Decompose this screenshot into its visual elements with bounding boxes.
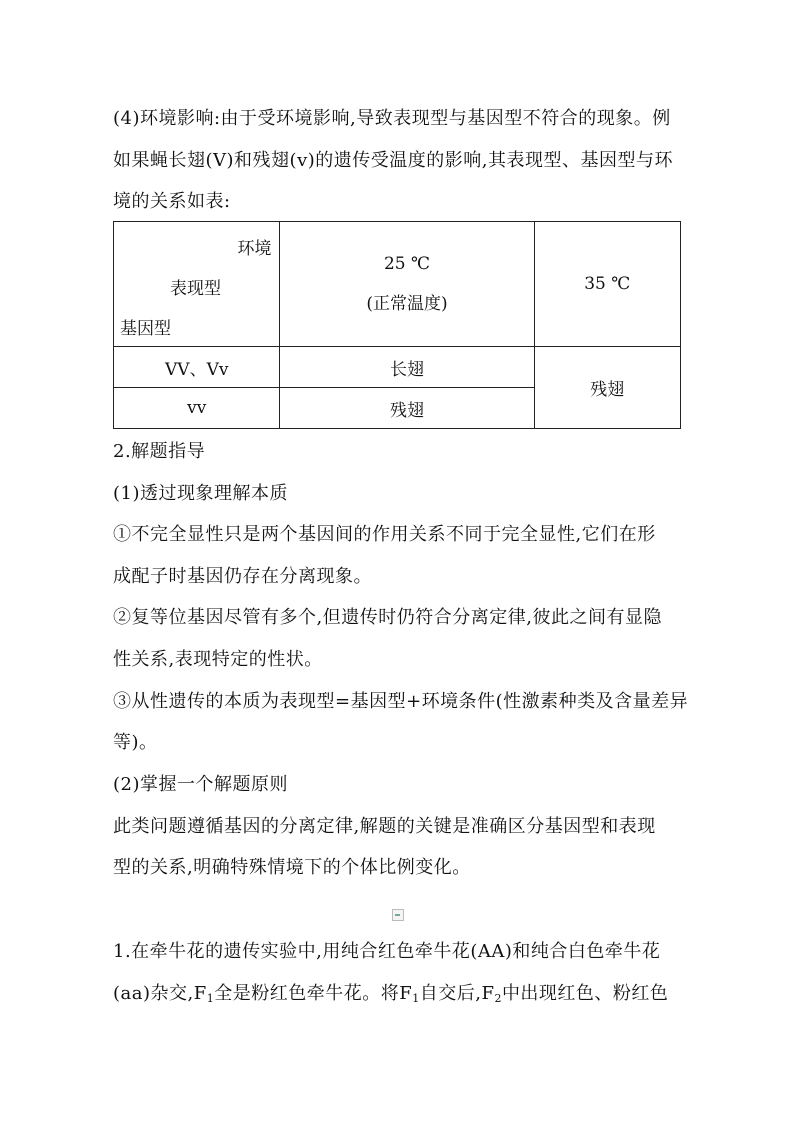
intro-line-1: (4)环境影响:由于受环境影响,导致表现型与基因型不符合的现象。例 xyxy=(113,108,671,129)
question-line-1: 1.在牵牛花的遗传实验中,用纯合红色牵牛花(AA)和纯合白色牵牛花 xyxy=(113,941,661,962)
header-genotype: 基因型 xyxy=(120,319,171,339)
guide-p1-line2: 成配子时基因仍存在分离现象。 xyxy=(113,566,372,587)
guide-p4-line2: 型的关系,明确特殊情境下的个体比例变化。 xyxy=(113,857,471,878)
q2-text-c: 自交后,F xyxy=(419,983,495,1004)
intro-line-2: 如果蝇长翅(V)和残翅(v)的遗传受温度的影响,其表现型、基因型与环 xyxy=(113,150,673,171)
guide-p2-line2: 性关系,表现特定的性状。 xyxy=(113,649,323,670)
q2-text-a: (aa)杂交,F xyxy=(113,983,207,1004)
temperature-genotype-table xyxy=(113,221,681,429)
row2-genotype: vv xyxy=(114,388,280,429)
q2-text-b: 全是粉红色牵牛花。将F xyxy=(214,983,413,1004)
guide-sub1: (1)透过现象理解本质 xyxy=(113,483,288,504)
at35-merged-cell: 残翅 xyxy=(534,347,681,429)
guide-heading: 2.解题指导 xyxy=(113,441,206,462)
q2-sub-2: 1 xyxy=(412,992,420,1005)
header-25c xyxy=(280,222,534,347)
row1-genotype: VV、Vv xyxy=(114,347,280,388)
guide-p4-line1: 此类问题遵循基因的分离定律,解题的关键是准确区分基因型和表现 xyxy=(113,816,656,837)
header-35c: 35 ℃ xyxy=(534,222,681,347)
broken-image-icon xyxy=(392,909,404,921)
row2-at25: 残翅 xyxy=(280,388,534,429)
guide-p3-line2: 等)。 xyxy=(113,732,158,753)
header-25c-note: (正常温度) xyxy=(366,294,448,314)
q2-sub-1: 1 xyxy=(206,992,215,1005)
header-25c-temp: 25 ℃ xyxy=(383,254,431,274)
intro-line-3: 境的关系如表: xyxy=(113,191,231,212)
table-row xyxy=(114,347,681,388)
question-line-2 xyxy=(113,982,668,1011)
header-phenotype: 表现型 xyxy=(170,279,221,299)
table-header-diagonal-cell xyxy=(114,222,280,347)
header-environment: 环境 xyxy=(237,239,272,259)
guide-p1-line1: ①不完全显性只是两个基因间的作用关系不同于完全显性,它们在形 xyxy=(113,524,656,545)
q2-sub-3: 2 xyxy=(494,992,502,1005)
q2-text-d: 中出现红色、粉红色 xyxy=(501,983,669,1004)
guide-p3-line1: ③从性遗传的本质为表现型=基因型+环境条件(性激素种类及含量差异 xyxy=(113,691,689,712)
row1-at25: 长翅 xyxy=(280,347,534,388)
guide-p2-line1: ②复等位基因尽管有多个,但遗传时仍符合分离定律,彼此之间有显隐 xyxy=(113,607,662,628)
guide-sub2: (2)掌握一个解题原则 xyxy=(113,774,288,795)
